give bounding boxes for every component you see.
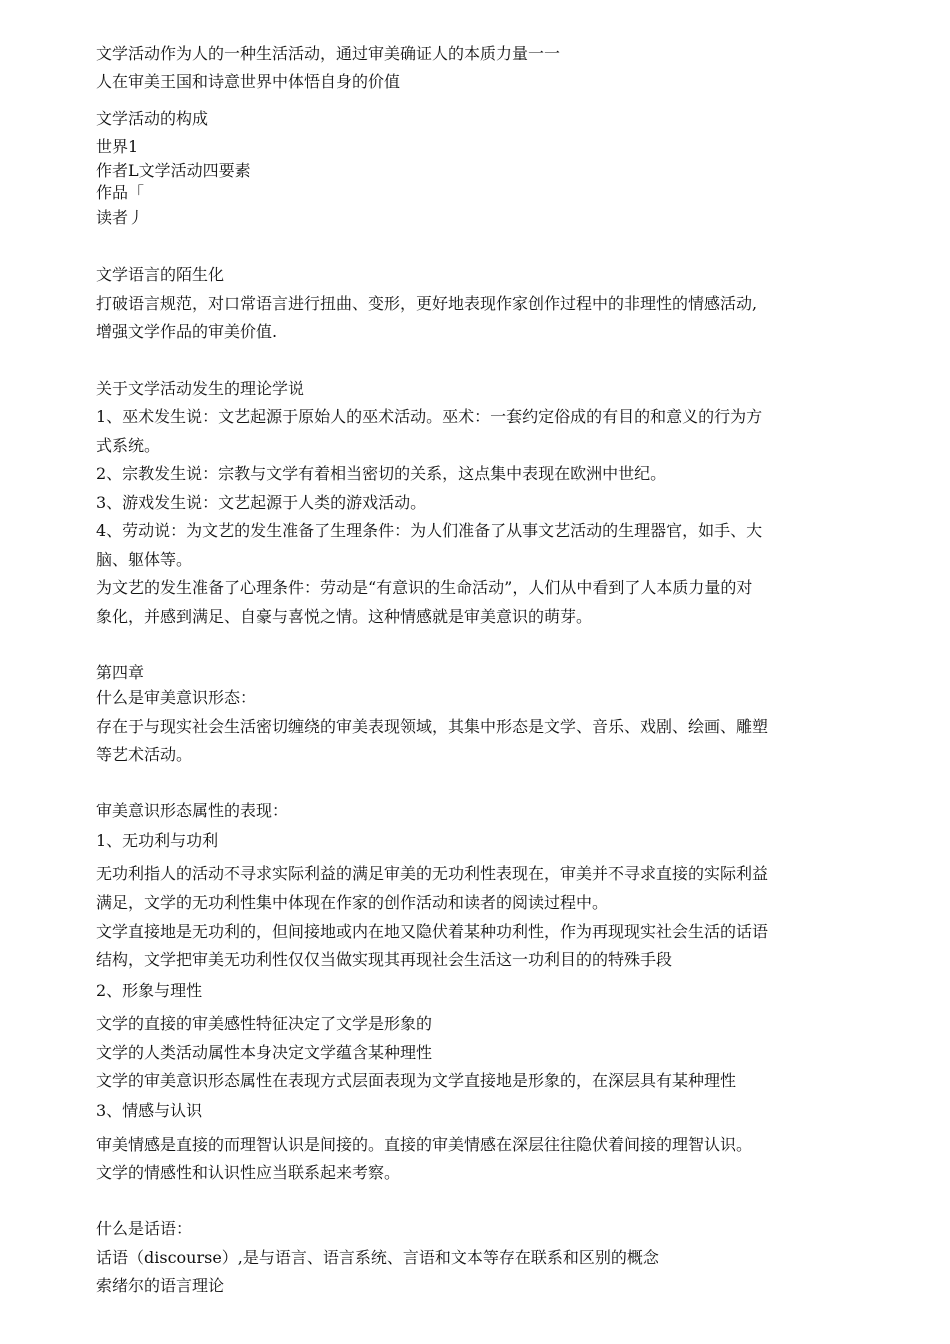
text-line: 文学的审美意识形态属性在表现方式层面表现为文学直接地是形象的，在深层具有某种理性 xyxy=(96,1071,737,1090)
text-line: 文学活动作为人的一种生活活动，通过审美确证人的本质力量一一 xyxy=(96,44,561,63)
text-line: 式系统。 xyxy=(96,436,161,455)
text-line: 象化，并感到满足、自豪与喜悦之情。这种情感就是审美意识的萌芽。 xyxy=(96,607,593,626)
section-heading: 文学活动的构成 xyxy=(96,109,209,128)
text-line: 审美情感是直接的而理智认识是间接的。直接的审美情感在深层往往隐伏着间接的理智认识。 xyxy=(96,1135,753,1154)
list-item: 3、游戏发生说：文艺起源于人类的游戏活动。 xyxy=(96,493,427,512)
text-line: 为文艺的发生准备了心理条件：劳动是“有意识的生命活动”，人们从中看到了人本质力量的对 xyxy=(96,578,753,597)
section-heading: 关于文学活动发生的理论学说 xyxy=(96,379,305,398)
text-line: 存在于与现实社会生活密切缠绕的审美表现领域，其集中形态是文学、音乐、戏剧、绘画、雕塑 xyxy=(96,717,769,736)
text-line: 无功利指人的活动不寻求实际利益的满足审美的无功利性表现在，审美并不寻求直接的实际利益 xyxy=(96,864,769,883)
list-item: 2、形象与理性 xyxy=(96,981,203,1000)
text-line: 读者丿 xyxy=(96,208,145,227)
text-line: 文学的情感性和认识性应当联系起来考察。 xyxy=(96,1163,401,1182)
section-heading: 文学语言的陌生化 xyxy=(96,265,225,284)
text-line: 作品「 xyxy=(96,183,145,202)
text-line: 结构，文学把审美无功利性仅仅当做实现其再现社会生活这一功利目的的特殊手段 xyxy=(96,950,673,969)
section-heading: 什么是审美意识形态： xyxy=(96,688,257,707)
text-line: 话语（discourse）,是与语言、语言系统、言语和文本等存在联系和区别的概念 xyxy=(96,1248,659,1267)
text-line: 等艺术活动。 xyxy=(96,745,193,764)
text-line: 满足，文学的无功利性集中体现在作家的创作活动和读者的阅读过程中。 xyxy=(96,893,609,912)
section-heading: 什么是话语： xyxy=(96,1219,193,1238)
text-line: 世界1 xyxy=(96,137,139,156)
chapter-heading: 第四章 xyxy=(96,663,145,682)
list-item: 4、劳动说：为文艺的发生准备了生理条件：为人们准备了从事文艺活动的生理器官，如手、大 xyxy=(96,521,763,540)
list-item: 1、巫术发生说：文艺起源于原始人的巫术活动。巫术：一套约定俗成的有目的和意义的行为方 xyxy=(96,407,763,426)
text-line: 文学的直接的审美感性特征决定了文学是形象的 xyxy=(96,1014,433,1033)
list-item: 2、宗教发生说：宗教与文学有着相当密切的关系，这点集中表现在欧洲中世纪。 xyxy=(96,464,667,483)
section-heading: 审美意识形态属性的表现： xyxy=(96,801,289,820)
text-line: 文学直接地是无功利的，但间接地或内在地又隐伏着某种功利性，作为再现现实社会生活的话语 xyxy=(96,922,769,941)
text-line: 脑、躯体等。 xyxy=(96,550,193,569)
text-line: 打破语言规范，对口常语言进行扭曲、变形，更好地表现作家创作过程中的非理性的情感活动, xyxy=(96,294,758,313)
list-item: 3、情感与认识 xyxy=(96,1101,203,1120)
list-item: 1、无功利与功利 xyxy=(96,831,219,850)
text-line: 人在审美王国和诗意世界中体悟自身的价值 xyxy=(96,72,401,91)
text-line: 索绪尔的语言理论 xyxy=(96,1276,225,1295)
text-line: 文学的人类活动属性本身决定文学蕴含某种理性 xyxy=(96,1043,433,1062)
text-line: 增强文学作品的审美价值. xyxy=(96,322,278,341)
text-line: 作者L文学活动四要素 xyxy=(96,161,251,180)
